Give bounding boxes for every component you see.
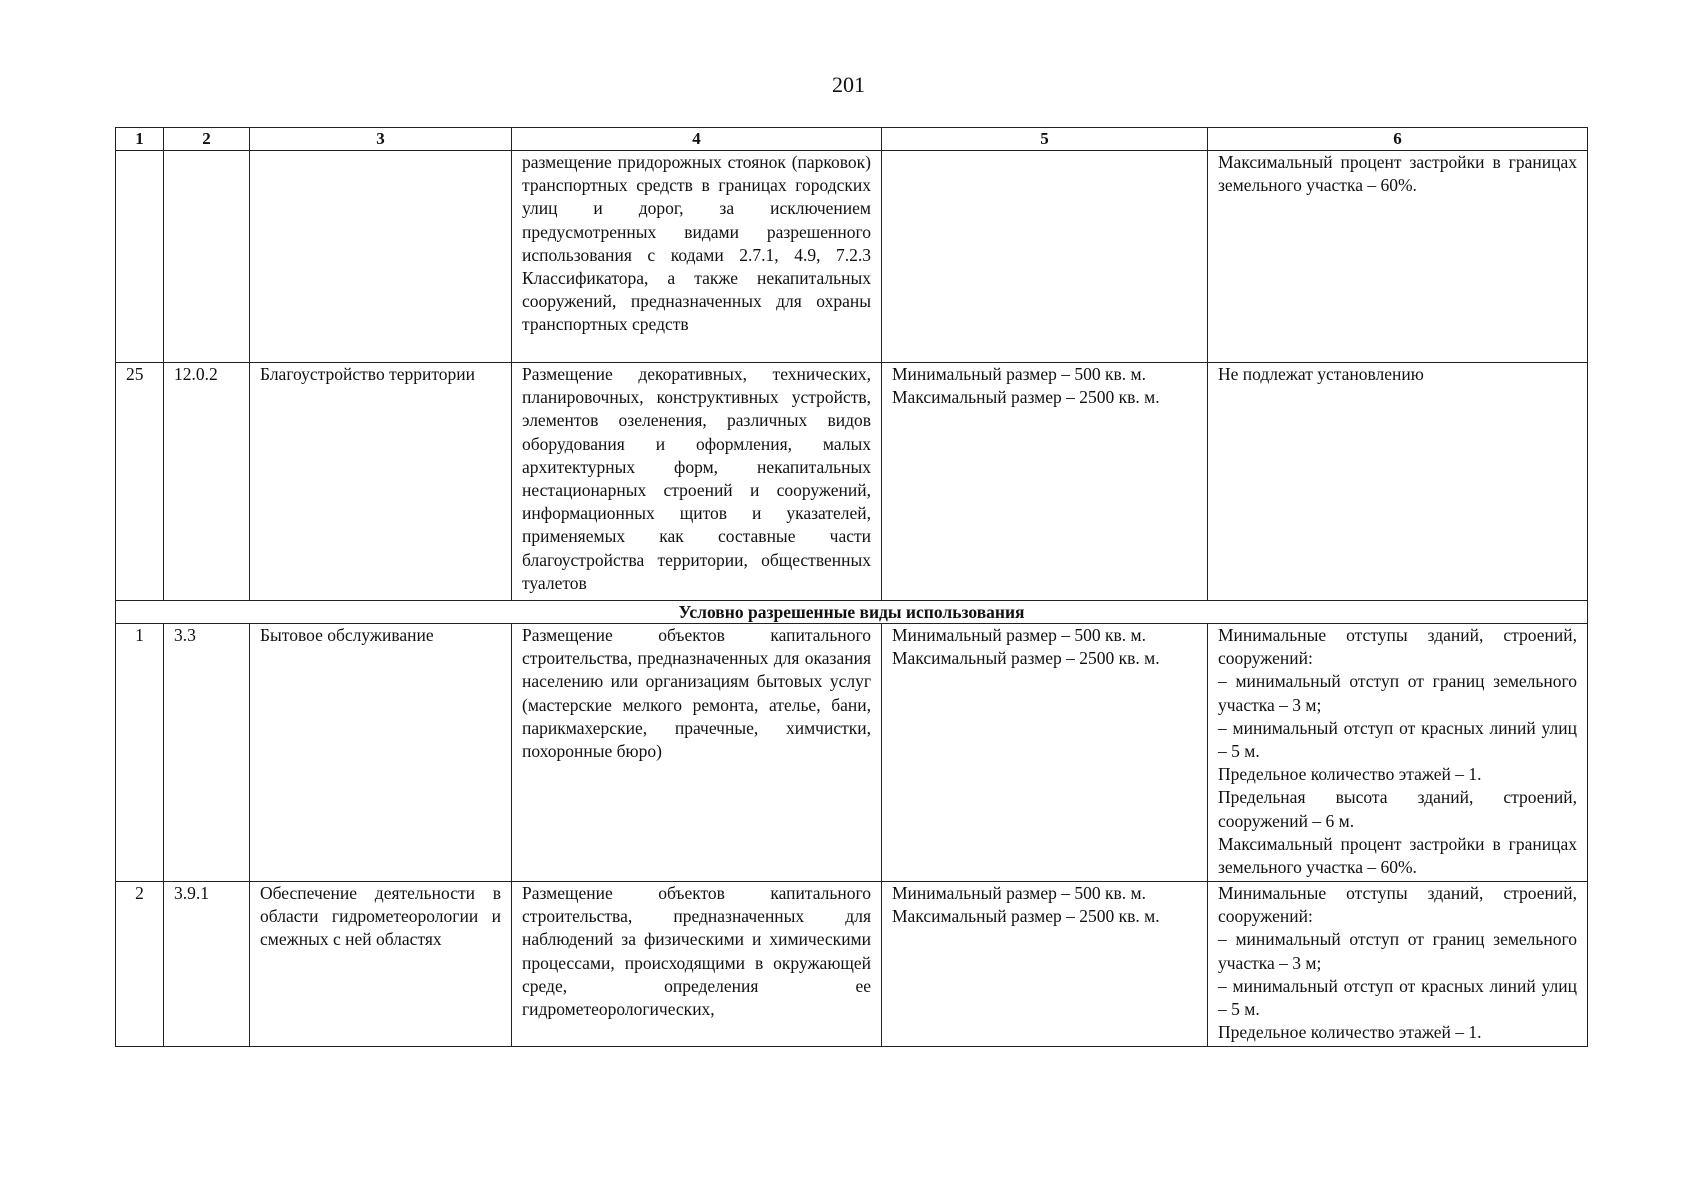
use-code: 12.0.2 <box>164 363 250 601</box>
min-size: Минимальный размер – 500 кв. м. <box>892 364 1146 384</box>
param-line: Минимальные отступы зданий, строений, сооружений: <box>1218 625 1577 669</box>
param-line: – минимальный отступ от красных линий улиц – 5 м. <box>1218 975 1577 1020</box>
use-name: Благоустройство территории <box>250 363 512 601</box>
plot-sizes <box>882 363 1208 601</box>
param-line: Предельное количество этажей – 1. <box>1218 764 1482 785</box>
section-title: Условно разрешенные виды использования <box>116 601 1588 624</box>
use-description: размещение придорожных стоянок (парковок) транспортных средств в границах городских улиц и дорог, за исключением предусмотренных видами разрешенного использования с кодами 2.7.1, 4.9, 7.2.3 Классификатора, а также некапитальных сооружений, предназначенных для охраны транспортных средств <box>512 151 882 363</box>
column-header-5: 5 <box>882 128 1208 151</box>
param-line: – минимальный отступ от границ земельного участка – 3 м; <box>1218 671 1577 715</box>
min-size: Минимальный размер – 500 кв. м. <box>892 883 1146 903</box>
row-number <box>116 151 164 363</box>
use-name: Бытовое обслуживание <box>250 624 512 882</box>
column-header-3: 3 <box>250 128 512 151</box>
use-name: Обеспечение деятельности в области гидрометеорологии и смежных с ней областях <box>250 882 512 1047</box>
row-number: 1 <box>116 624 164 882</box>
table-row <box>116 363 1588 601</box>
header-row <box>116 128 1588 151</box>
row-number: 2 <box>116 882 164 1047</box>
use-name <box>250 151 512 363</box>
page-number: 201 <box>832 72 865 97</box>
plot-sizes <box>882 882 1208 1047</box>
use-code: 3.3 <box>164 624 250 882</box>
param-line: Не подлежат установлению <box>1218 364 1424 384</box>
param-line: – минимальный отступ от красных линий улиц – 5 м. <box>1218 717 1577 762</box>
param-line: Минимальные отступы зданий, строений, сооружений: <box>1218 883 1577 927</box>
use-description: Размещение декоративных, технических, планировочных, конструктивных устройств, элементов озеленения, различных видов оборудования и оформления, малых архитектурных форм, некапитальных нестационарных строений и сооружений, информационных щитов и указателей, применяемых как составные части благоустройства территории, общественных туалетов <box>512 363 882 601</box>
use-description: Размещение объектов капитального строительства, предназначенных для наблюдений за физическими и химическими процессами, происходящими в окружающей среде, определения ее гидрометеорологических, <box>512 882 882 1047</box>
row-number: 25 <box>116 363 164 601</box>
table-row <box>116 624 1588 882</box>
param-line: – минимальный отступ от границ земельного участка – 3 м; <box>1218 929 1577 973</box>
plot-sizes <box>882 624 1208 882</box>
use-code: 3.9.1 <box>164 882 250 1047</box>
build-params <box>1208 882 1588 1047</box>
max-size: Максимальный размер – 2500 кв. м. <box>892 906 1160 927</box>
max-size: Максимальный размер – 2500 кв. м. <box>892 648 1160 669</box>
param-line: Максимальный процент застройки в границах земельного участка – 60%. <box>1218 833 1577 878</box>
table-row <box>116 882 1588 1047</box>
build-params <box>1208 151 1588 363</box>
column-header-6: 6 <box>1208 128 1588 151</box>
plot-sizes <box>882 151 1208 363</box>
build-params <box>1208 363 1588 601</box>
build-params <box>1208 624 1588 882</box>
max-size: Максимальный размер – 2500 кв. м. <box>892 387 1160 408</box>
column-header-1: 1 <box>116 128 164 151</box>
use-code <box>164 151 250 363</box>
column-header-2: 2 <box>164 128 250 151</box>
param-line: Максимальный процент застройки в границах земельного участка – 60%. <box>1218 152 1577 196</box>
section-row <box>116 601 1588 624</box>
param-line: Предельная высота зданий, строений, сооружений – 6 м. <box>1218 787 1577 831</box>
table-row <box>116 151 1588 363</box>
land-use-table <box>115 127 1588 1047</box>
use-description: Размещение объектов капитального строительства, предназначенных для оказания населению или организациям бытовых услуг (мастерские мелкого ремонта, ателье, бани, парикмахерские, прачечные, химчистки, похоронные бюро) <box>512 624 882 882</box>
min-size: Минимальный размер – 500 кв. м. <box>892 625 1146 645</box>
param-line: Предельное количество этажей – 1. <box>1218 1022 1482 1043</box>
column-header-4: 4 <box>512 128 882 151</box>
